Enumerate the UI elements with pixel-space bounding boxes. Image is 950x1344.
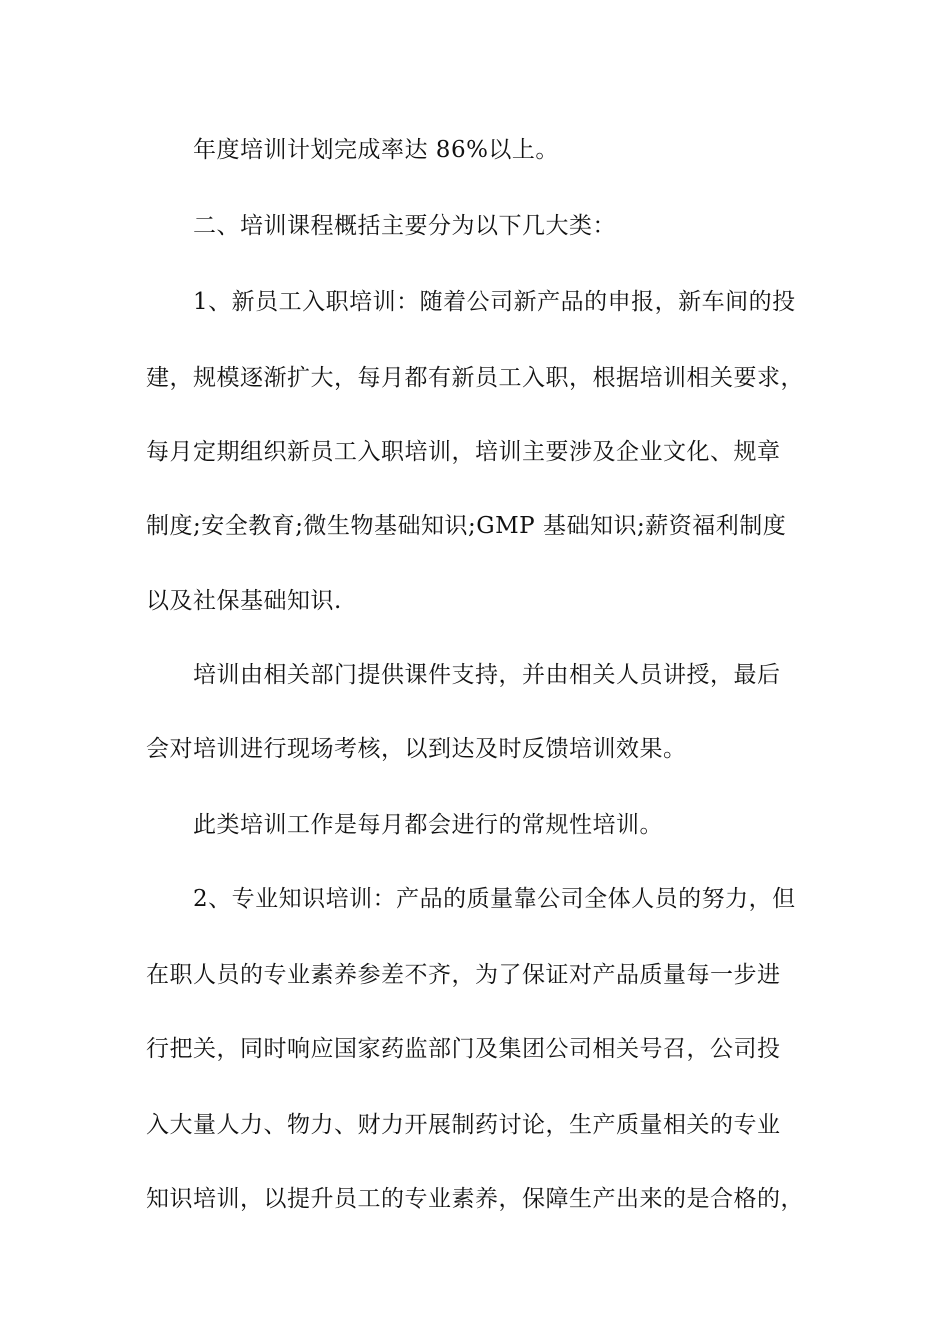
text-line: 知识培训，以提升员工的专业素养，保障生产出来的是合格的， <box>146 1186 804 1212</box>
text-line: 以及社保基础知识. <box>146 588 342 614</box>
text-line: 1、新员工入职培训：随着公司新产品的申报，新车间的投 <box>193 289 796 315</box>
text-line: 此类培训工作是每月都会进行的常规性培训。 <box>193 812 663 838</box>
text-line: 年度培训计划完成率达 86%以上。 <box>193 137 559 163</box>
text-line: 会对培训进行现场考核，以到达及时反馈培训效果。 <box>146 736 687 762</box>
text-line: 在职人员的专业素养参差不齐，为了保证对产品质量每一步进 <box>146 962 781 988</box>
section-heading: 二、培训课程概括主要分为以下几大类： <box>193 213 616 239</box>
text-line: 入大量人力、物力、财力开展制药讨论，生产质量相关的专业 <box>146 1112 781 1138</box>
text-line: 2、专业知识培训：产品的质量靠公司全体人员的努力，但 <box>193 886 796 912</box>
text-line: 每月定期组织新员工入职培训，培训主要涉及企业文化、规章 <box>146 439 781 465</box>
text-line: 制度;安全教育;微生物基础知识;GMP 基础知识;薪资福利制度 <box>146 513 787 539</box>
text-line: 建，规模逐渐扩大，每月都有新员工入职，根据培训相关要求， <box>146 365 804 391</box>
text-line: 行把关，同时响应国家药监部门及集团公司相关号召，公司投 <box>146 1036 781 1062</box>
text-line: 培训由相关部门提供课件支持，并由相关人员讲授，最后 <box>193 662 781 688</box>
